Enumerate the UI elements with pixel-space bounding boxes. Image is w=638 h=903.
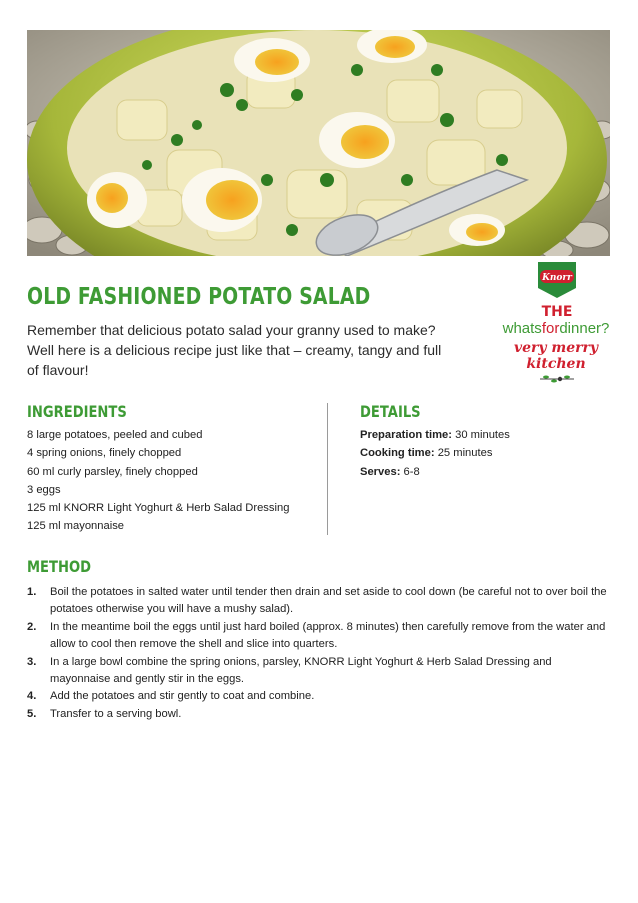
step-text: In the meantime boil the eggs until just hard boiled (approx. 8 minutes) then carefully remove from the water and allow to cool then remove the shell and slice into quarters. <box>50 620 606 651</box>
olive-branch-icon <box>540 376 574 383</box>
detail-value: 30 minutes <box>455 429 510 441</box>
logo-graphic <box>496 258 616 386</box>
detail-label: Preparation time: <box>360 429 453 441</box>
ingredient-item: 3 eggs <box>27 483 61 496</box>
ingredient-item: 125 ml mayonnaise <box>27 520 125 533</box>
step-text: Boil the potatoes in salted water until tender then drain and set aside to cool down (be careful not to over boil the potatoes otherwise you will have a mushy salad). <box>50 586 607 616</box>
step-text: Add the potatoes and stir gently to coat and combine. <box>50 690 315 703</box>
hero-photo <box>27 30 610 256</box>
detail-label: Serves: <box>360 465 401 478</box>
detail-value: 25 minutes <box>437 447 493 460</box>
detail-serves <box>360 463 610 481</box>
ingredient-item: 60 ml curly parsley, finely chopped <box>27 465 198 478</box>
step-number: 4. <box>27 690 37 703</box>
detail-cook-time <box>360 444 610 462</box>
knorr-brand-text: Knorr <box>542 273 572 283</box>
step-number: 5. <box>27 707 37 720</box>
step-number: 1. <box>27 586 37 598</box>
potato-salad-photo <box>27 30 610 256</box>
method-heading: METHOD <box>27 557 91 576</box>
method-step <box>27 706 612 723</box>
step-number: 2. <box>27 620 37 633</box>
logo-the-text: THE <box>541 304 573 320</box>
detail-value: 6-8 <box>403 465 420 478</box>
detail-label: Cooking time: <box>360 447 435 460</box>
step-number: 3. <box>27 655 37 668</box>
method-list <box>27 584 612 723</box>
ingredients-list <box>27 426 327 536</box>
knorr-whats-for-dinner-logo <box>496 258 616 386</box>
recipe-title: OLD FASHIONED POTATO SALAD <box>27 284 371 310</box>
ingredient-item: 8 large potatoes, peeled and cubed <box>27 429 203 441</box>
details-list <box>360 426 610 481</box>
logo-very-merry-text: very merry <box>513 340 599 356</box>
method-step <box>27 619 612 654</box>
method-step <box>27 584 612 619</box>
ingredient-item: 4 spring onions, finely chopped <box>27 447 182 460</box>
detail-prep-time <box>360 426 610 444</box>
step-text: Transfer to a serving bowl. <box>50 707 182 720</box>
method-step <box>27 688 612 705</box>
step-text: In a large bowl combine the spring onions, parsley, KNORR Light Yoghurt & Herb Salad Dressing and mayonnaise and gently stir in the eggs. <box>50 655 552 686</box>
logo-whatsfordinner-text: whatsfordinner? <box>502 320 610 337</box>
logo-kitchen-text: kitchen <box>526 356 586 372</box>
details-heading: DETAILS <box>360 402 421 421</box>
recipe-intro: Remember that delicious potato salad your granny used to make? Well here is a delicious recipe just like that – creamy, tangy and full of flavour! <box>27 322 442 378</box>
column-divider <box>327 403 328 535</box>
ingredients-heading: INGREDIENTS <box>27 402 127 421</box>
method-step <box>27 654 612 689</box>
ingredient-item: 125 ml KNORR Light Yoghurt & Herb Salad Dressing <box>27 502 290 515</box>
